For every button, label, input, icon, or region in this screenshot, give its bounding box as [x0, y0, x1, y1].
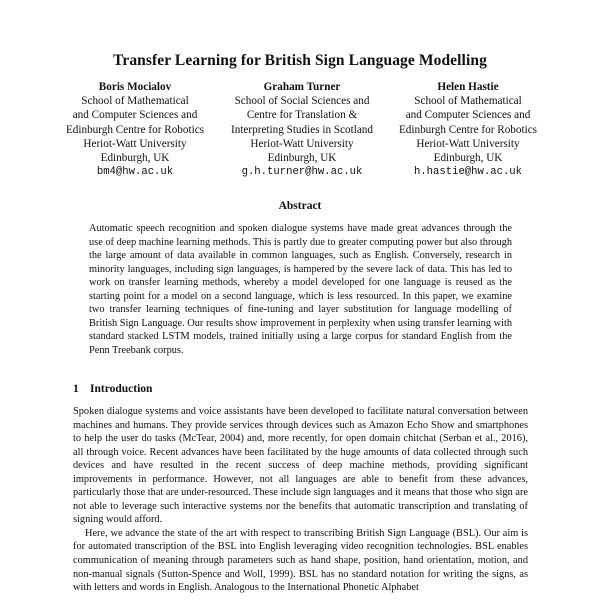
- author-email: h.hastie@hw.ac.uk: [413, 166, 523, 179]
- abstract-text: Automatic speech recognition and spoken dialogue systems have made great advances through the use of deep machine learning methods. This is partly due to greater computing power but also through the large amount of data available in common languages, such as English. Conversely, research in minority languages, including sign languages, is hampered by the severe lack of data. This has led to work on transfer learning methods, whereby a model developed for one language is reused as the starting point for a model on a second language, which is less resourced. In this paper, we examine two transfer learning techniques of fine-tuning and layer substitution for language modelling of British Sign Language. Our results show improvement in perplexity when using transfer learning with standard stacked LSTM models, trained initially using a large corpus for standard English from the Penn Treebank corpus.: [89, 223, 512, 356]
- affiliation-line: Edinburgh, UK: [267, 152, 337, 165]
- section-title: Introduction: [90, 383, 153, 395]
- affiliation-line: Edinburgh Centre for Robotics: [65, 123, 205, 136]
- paper-title: Transfer Learning for British Sign Language Modelling: [113, 52, 487, 69]
- section-heading-introduction: [73, 383, 152, 395]
- paragraph: Spoken dialogue systems and voice assistants have been developed to facilitate natural conversation between machines and humans. They provide services through devices such as Amazon Echo Show and smartphones to help the user do tasks (McTear, 2004) and, more recently, for open domain chitchat (Serban et al., 2016), all through voice. Recent advances have been facilitated by the huge amounts of data collected through such devices and have resulted in the recent success of deep machine methods, providing significant improvements in performance. However, not all languages are able to benefit from these advances, particularly those that are under-resourced. These include sign languages and it means that those who sign are not able to leverage such interactive systems nor the benefits that automatic transcription and translating of signing would afford.: [73, 406, 528, 526]
- affiliation-line: Edinburgh, UK: [100, 152, 170, 165]
- affiliation-line: and Computer Sciences and: [405, 109, 531, 122]
- affiliation-line: Edinburgh, UK: [433, 152, 503, 165]
- author-block-turner: [207, 80, 397, 179]
- affiliation-line: Heriot-Watt University: [416, 137, 520, 150]
- affiliation-line: Edinburgh Centre for Robotics: [398, 123, 538, 136]
- affiliation-line: Interpreting Studies in Scotland: [231, 123, 373, 136]
- section-number: 1: [73, 383, 79, 395]
- author-block-hastie: [373, 80, 563, 179]
- affiliation-line: School of Mathematical: [414, 95, 522, 108]
- affiliation-line: School of Social Sciences and: [234, 95, 370, 108]
- author-name: Helen Hastie: [437, 81, 499, 93]
- affiliation-line: and Computer Sciences and: [72, 109, 198, 122]
- affiliation-line: Centre for Translation &: [246, 109, 358, 122]
- author-name: Boris Mocialov: [98, 81, 172, 93]
- affiliation-line: School of Mathematical: [81, 95, 189, 108]
- author-block-mocialov: [40, 80, 230, 179]
- paragraph: Here, we advance the state of the art with respect to transcribing British Sign Language (BSL). Our aim is for automated transcription of the BSL into English leveraging video recognition technologies. BSL enables communication of meaning through parameters such as hand shape, position, hand orientation, motion, and non-manual signals (Sutton-Spence and Woll, 1999). BSL has no standard notation for writing the signs, as with letters and words in English. Analogous to the International Phonetic Alphabet: [73, 527, 528, 594]
- author-name: Graham Turner: [263, 81, 341, 93]
- author-email: g.h.turner@hw.ac.uk: [241, 166, 363, 179]
- author-email: bm4@hw.ac.uk: [96, 166, 174, 179]
- affiliation-line: Heriot-Watt University: [250, 137, 354, 150]
- abstract-heading: Abstract: [278, 200, 322, 212]
- introduction-body: [73, 405, 528, 595]
- affiliation-line: Heriot-Watt University: [83, 137, 187, 150]
